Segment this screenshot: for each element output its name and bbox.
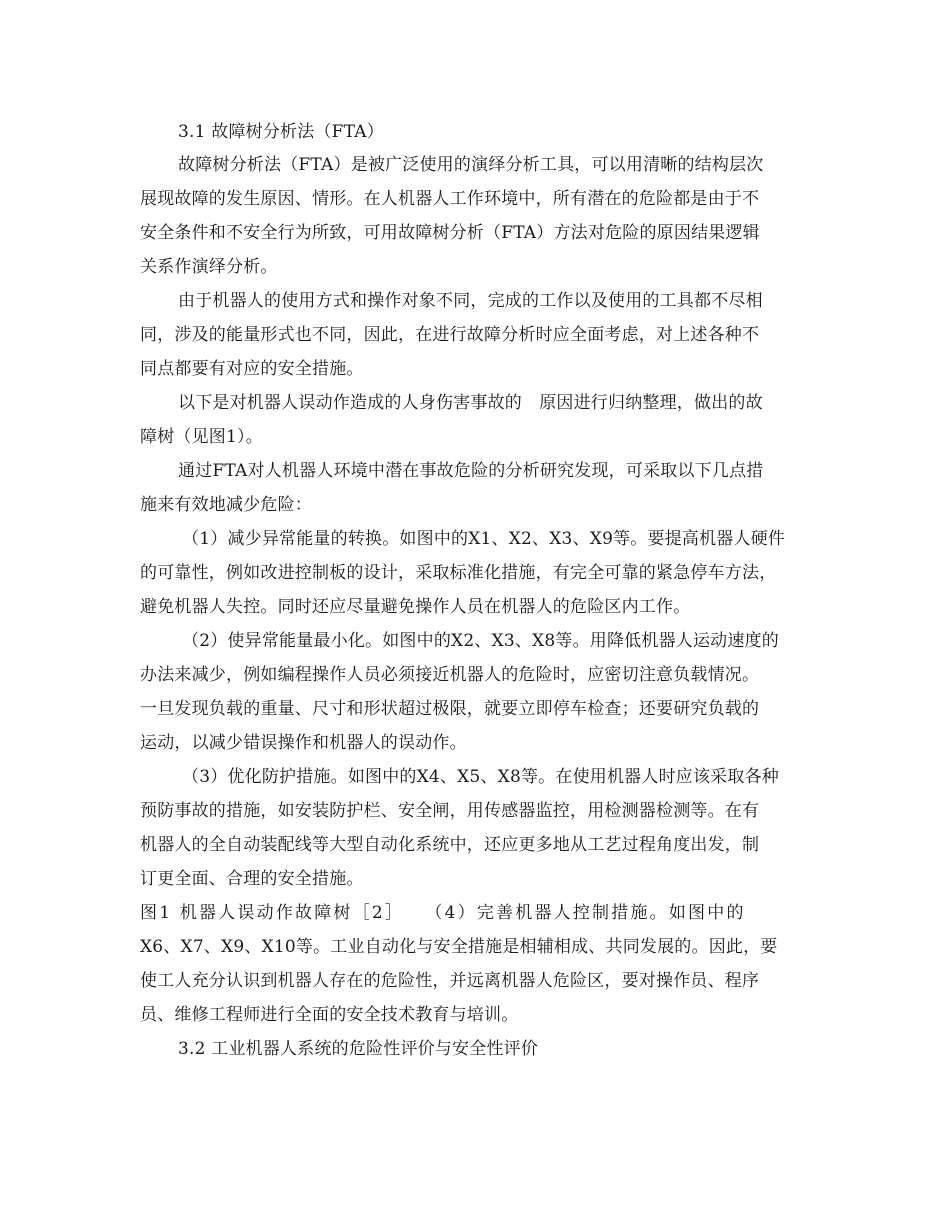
paragraph-line: 安全条件和不安全行为所致，可用故障树分析（FTA）方法对危险的原因结果逻辑	[140, 223, 760, 243]
paragraph-line: 订更全面、合理的安全措施。	[140, 869, 364, 889]
paragraph-line: 预防事故的措施，如安装防护栏、安全闸，用传感器监控，用检测器检测等。在有	[140, 801, 760, 821]
figure-caption-and-list-item-4: 图1 机器人误动作故障树［2］ （4）完善机器人控制措施。如图中的	[140, 903, 746, 923]
list-item-3-line: （3）优化防护措施。如图中的X4、X5、X8等。在使用机器人时应该采取各种	[182, 767, 779, 787]
paragraph-line: 的可靠性，例如改进控制板的设计，采取标准化措施，有完全可靠的紧急停车方法，	[140, 563, 777, 583]
paragraph-line: 施来有效地减少危险：	[140, 495, 312, 515]
paragraph-line: 通过FTA对人机器人环境中潜在事故危险的分析研究发现，可采取以下几点措	[178, 461, 764, 481]
paragraph-line: 以下是对机器人误动作造成的人身伤害事故的 原因进行归纳整理，做出的故	[178, 393, 763, 413]
list-item-2-line: （2）使异常能量最小化。如图中的X2、X3、X8等。用降低机器人运动速度的	[182, 631, 779, 651]
paragraph-line: 展现故障的发生原因、情形。在人机器人工作环境中，所有潜在的危险都是由于不	[140, 189, 760, 209]
paragraph-line: 同点都要有对应的安全措施。	[140, 359, 364, 379]
paragraph-line: 运动，以减少错误操作和机器人的误动作。	[140, 733, 467, 753]
paragraph-line: X6、X7、X9、X10等。工业自动化与安全措施是相辅相成、共同发展的。因此，要	[140, 937, 778, 957]
list-item-1-line: （1）减少异常能量的转换。如图中的X1、X2、X3、X9等。要提高机器人硬件	[182, 529, 786, 549]
paragraph-line: 故障树分析法（FTA）是被广泛使用的演绎分析工具，可以用清晰的结构层次	[178, 155, 764, 175]
paragraph-line: 使工人充分认识到机器人存在的危险性，并远离机器人危险区，要对操作员、程序	[140, 971, 760, 991]
section-heading-3-2: 3.2 工业机器人系统的危险性评价与安全性评价	[178, 1039, 539, 1059]
paragraph-line: 办法来减少，例如编程操作人员必须接近机器人的危险时，应密切注意负载情况。	[140, 665, 760, 685]
paragraph-line: 由于机器人的使用方式和操作对象不同，完成的工作以及使用的工具都不尽相	[178, 291, 763, 311]
paragraph-line: 关系作演绎分析。	[140, 257, 278, 277]
paragraph-line: 机器人的全自动装配线等大型自动化系统中，还应更多地从工艺过程角度出发，制	[140, 835, 760, 855]
paragraph-line: 避免机器人失控。同时还应尽量避免操作人员在机器人的危险区内工作。	[140, 597, 691, 617]
paragraph-line: 一旦发现负载的重量、尺寸和形状超过极限，就要立即停车检查；还要研究负载的	[140, 699, 760, 719]
paragraph-line: 障树（见图1）。	[140, 427, 263, 447]
paragraph-line: 同，涉及的能量形式也不同，因此，在进行故障分析时应全面考虑，对上述各种不	[140, 325, 760, 345]
section-heading-3-1: 3.1 故障树分析法（FTA）	[178, 122, 384, 142]
paragraph-line: 员、维修工程师进行全面的安全技术教育与培训。	[140, 1005, 519, 1025]
